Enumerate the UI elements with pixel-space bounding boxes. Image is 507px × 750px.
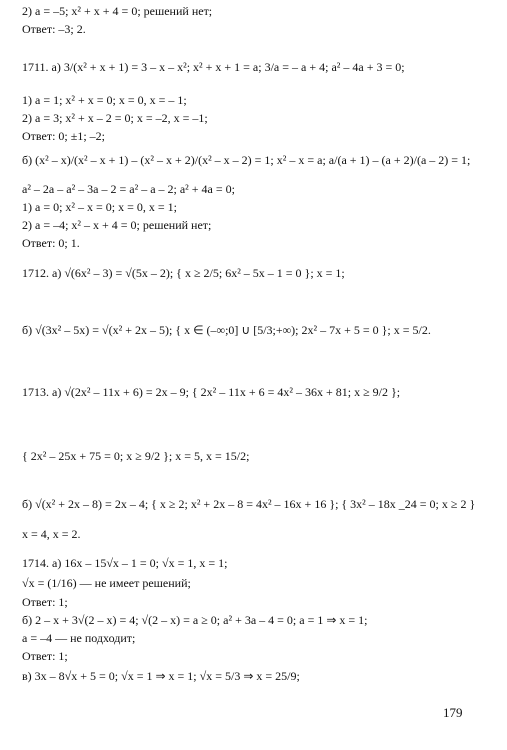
text-line: в) 3x – 8√x + 5 = 0; √x = 1 ⇒ x = 1; √x = 5/3 ⇒ x = 25/9; bbox=[22, 669, 300, 683]
text-line: 1712. а) √(6x² – 3) = √(5x – 2); { x ≥ 2/5; 6x² – 5x – 1 = 0 }; x = 1; bbox=[22, 266, 345, 280]
text-line: a² – 2a – a² – 3a – 2 = a² – a – 2; a² + 4a = 0; bbox=[22, 182, 235, 196]
text-line: 1713. а) √(2x² – 11x + 6) = 2x – 9; { 2x² – 11x + 6 = 4x² – 36x + 81; x ≥ 9/2 }; bbox=[22, 385, 401, 399]
text-line: 1714. а) 16x – 15√x – 1 = 0; √x = 1, x = 1; bbox=[22, 556, 228, 570]
text-line: б) (x² – x)/(x² – x + 1) – (x² – x + 2)/(x² – x – 2) = 1; x² – x = a; a/(a + 1) – (a + 2)/(a – 2) = 1; bbox=[22, 153, 471, 167]
text-line: 1711. а) 3/(x² + x + 1) = 3 – x – x²; x² + x + 1 = a; 3/a = – a + 4; a² – 4a + 3 = 0; bbox=[22, 60, 405, 74]
text-line: б) √(x² + 2x – 8) = 2x – 4; { x ≥ 2; x² + 2x – 8 = 4x² – 16x + 16 }; { 3x² – 18x _24 = 0; x ≥ 2 } bbox=[22, 497, 476, 511]
text-line: Ответ: 1; bbox=[22, 595, 68, 609]
text-line: Ответ: 0; ±1; –2; bbox=[22, 129, 105, 143]
page-number: 179 bbox=[443, 705, 463, 720]
text-line: 1) a = 0; x² – x = 0; x = 0, x = 1; bbox=[22, 200, 177, 214]
text-line: x = 4, x = 2. bbox=[22, 527, 81, 541]
text-line: б) 2 – x + 3√(2 – x) = 4; √(2 – x) = a ≥ 0; a² + 3a – 4 = 0; a = 1 ⇒ x = 1; bbox=[22, 613, 368, 627]
text-line: { 2x² – 25x + 75 = 0; x ≥ 9/2 }; x = 5, x = 15/2; bbox=[22, 449, 250, 463]
text-line: 2) a = –5; x² + x + 4 = 0; решений нет; bbox=[22, 4, 213, 18]
text-line: Ответ: 1; bbox=[22, 649, 68, 663]
text-line: Ответ: –3; 2. bbox=[22, 22, 86, 36]
text-line: б) √(3x² – 5x) = √(x² + 2x – 5); { x ∈ (–∞;0] ∪ [5/3;+∞); 2x² – 7x + 5 = 0 }; x = 5/2. bbox=[22, 323, 431, 337]
text-line: a = –4 — не подходит; bbox=[22, 631, 136, 645]
text-line: √x = (1/16) — не имеет решений; bbox=[22, 576, 191, 590]
text-line: 2) a = 3; x² + x – 2 = 0; x = –2, x = –1; bbox=[22, 111, 208, 125]
text-line: 1) a = 1; x² + x = 0; x = 0, x = – 1; bbox=[22, 93, 187, 107]
text-line: Ответ: 0; 1. bbox=[22, 236, 80, 250]
text-line: 2) a = –4; x² – x + 4 = 0; решений нет; bbox=[22, 218, 212, 232]
